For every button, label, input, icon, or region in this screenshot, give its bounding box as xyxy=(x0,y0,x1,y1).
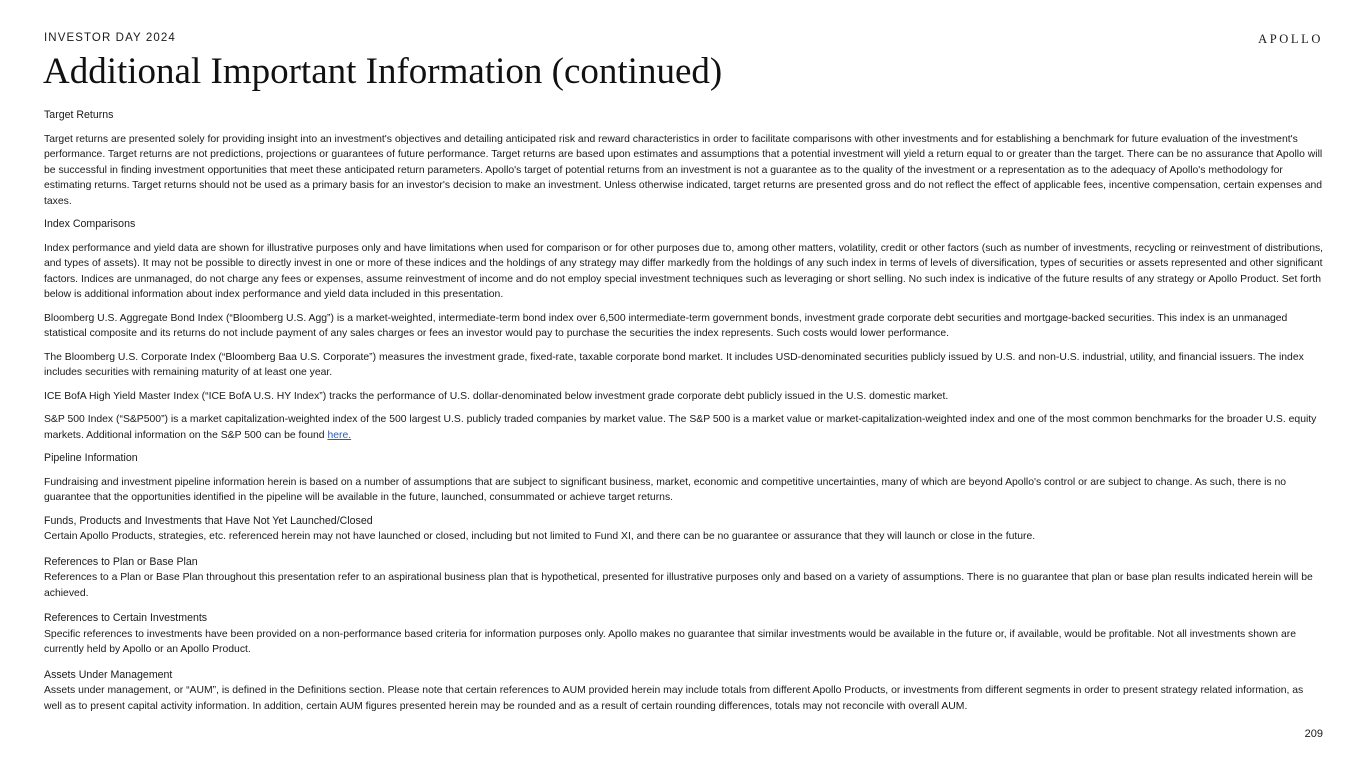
paragraph: Fundraising and investment pipeline information herein is based on a number of assumptions that are subject to significant business, market, economic and competitive uncertainties, many of which are beyond Apollo's control or are subject to change. As such, there is no guarantee that the opportunities identified in the pipeline will be available in the future, launched, consummated or achieve target returns. xyxy=(44,476,1287,503)
paragraph: Index performance and yield data are shown for illustrative purposes only and have limitations when used for comparison or for other purposes due to, among other matters, volatility, credit or other factors (such as number of investments, recycling or reinvestment of distributions, and types of assets). It may not be possible to directly invest in one or more of these indices and the holdings of any strategy may differ markedly from the holdings of any such index in terms of levels of diversification, types of securities or assets represented and other significant factors. Indices are unmanaged, do not charge any fees or expenses, assume reinvestment of income and do not employ special investment techniques such as leveraging or short selling. No such index is indicative of the future results of any strategy or Apollo Product. Set forth below is additional information about index performance and yield data included in this presentation. xyxy=(44,242,1324,300)
page-title: Additional Important Information (continued) xyxy=(43,51,723,92)
section-aum xyxy=(44,668,1324,715)
section-heading: Funds, Products and Investments that Have Not Yet Launched/Closed xyxy=(44,514,373,527)
paragraph: Assets under management, or “AUM”, is defined in the Definitions section. Please note that certain references to AUM provided herein may include totals from different Apollo Products, or investments from different segments in order to present strategy related information, as well as to present capital activity information. In addition, certain AUM figures presented herein may be rounded and as a result of certain rounding differences, totals may not reconcile with overall AUM. xyxy=(44,685,1304,712)
section-heading: Pipeline Information xyxy=(44,452,138,464)
apollo-logo: APOLLO xyxy=(1258,32,1323,46)
section-investment-references xyxy=(44,611,1324,658)
paragraph: Bloomberg U.S. Aggregate Bond Index (“Bloomberg U.S. Agg”) is a market-weighted, intermediate-term bond index over 6,500 intermediate-term government bonds, investment grade corporate debt securities and mortgage-backed securities. This index is an unmanaged statistical composite and its returns do not include payment of any sales charges or fees an investor would pay to purchase the securities the index represents. Such costs would lower performance. xyxy=(44,312,1288,339)
section-funds-not-launched xyxy=(44,514,1324,545)
paragraph: Specific references to investments have been provided on a non-performance based criteria for information purposes only. Apollo makes no guarantee that similar investments would be available in the future or, if available, would be profitable. Not all investments shown are currently held by Apollo or an Apollo Product. xyxy=(44,628,1296,655)
paragraph: References to a Plan or Base Plan throughout this presentation refer to an aspirational business plan that is hypothetical, presented for illustrative purposes only and based on a variety of assumptions. There is no guarantee that plan or base plan results indicated herein will be achieved. xyxy=(44,572,1313,599)
section-plan-references xyxy=(44,555,1324,602)
section-target-returns xyxy=(44,108,1324,209)
paragraph xyxy=(44,412,1324,443)
paragraph: Target returns are presented solely for providing insight into an investment's objectives and detailing anticipated risk and reward characteristics in order to facilitate comparisons with other investments and for establishing a benchmark for future evaluation of the investment's performance. Target returns are not predictions, projections or guarantees of future performance. Target returns are based upon estimates and assumptions that a potential investment will yield a return equal to or greater than the target. There can be no assurance that Apollo will be successful in finding investment opportunities that meet these anticipated return parameters. Apollo's target of potential returns from an investment is not a guarantee as to the quality of the investment or a representation as to the adequacy of Apollo's methodology for estimating returns. Target returns should not be used as a primary basis for an investor's decision to make an investment. Unless otherwise indicated, target returns are presented gross and do not reflect the effect of applicable fees, incentive compensation, certain expenses and taxes. xyxy=(44,133,1323,207)
section-heading: Index Comparisons xyxy=(44,218,136,230)
section-heading: References to Plan or Base Plan xyxy=(44,555,198,568)
section-heading: Assets Under Management xyxy=(44,668,173,681)
section-pipeline xyxy=(44,451,1324,506)
sp500-info-link[interactable]: here. xyxy=(327,429,352,441)
paragraph-text: S&P 500 Index (“S&P500”) is a market capitalization-weighted index of the 500 largest U.S. publicly traded companies by market value. The S&P 500 is a market value or market-capitalization-weighted index and one of the most common benchmarks for the broader U.S. equity markets. Additional information on the S&P 500 can be found xyxy=(44,414,1317,441)
paragraph: ICE BofA High Yield Master Index (“ICE BofA U.S. HY Index”) tracks the performance of U.S. dollar-denominated below investment grade corporate debt publicly issued in the U.S. domestic market. xyxy=(44,390,949,402)
disclosure-body xyxy=(44,108,1324,722)
event-kicker: INVESTOR DAY 2024 xyxy=(44,32,176,44)
section-index-comparisons xyxy=(44,217,1324,443)
section-heading: References to Certain Investments xyxy=(44,612,208,624)
section-heading: Target Returns xyxy=(44,109,114,121)
paragraph: The Bloomberg U.S. Corporate Index (“Bloomberg Baa U.S. Corporate”) measures the investment grade, fixed-rate, taxable corporate bond market. It includes USD-denominated securities publicly issued by U.S. and non-U.S. industrial, utility, and financial issuers. The index includes securities with remaining maturity of at least one year. xyxy=(44,351,1304,378)
paragraph: Certain Apollo Products, strategies, etc. referenced herein may not have launched or closed, including but not limited to Fund XI, and there can be no guarantee or assurance that they will launch or close in the future. xyxy=(44,531,1036,542)
page-number: 209 xyxy=(1304,728,1323,740)
